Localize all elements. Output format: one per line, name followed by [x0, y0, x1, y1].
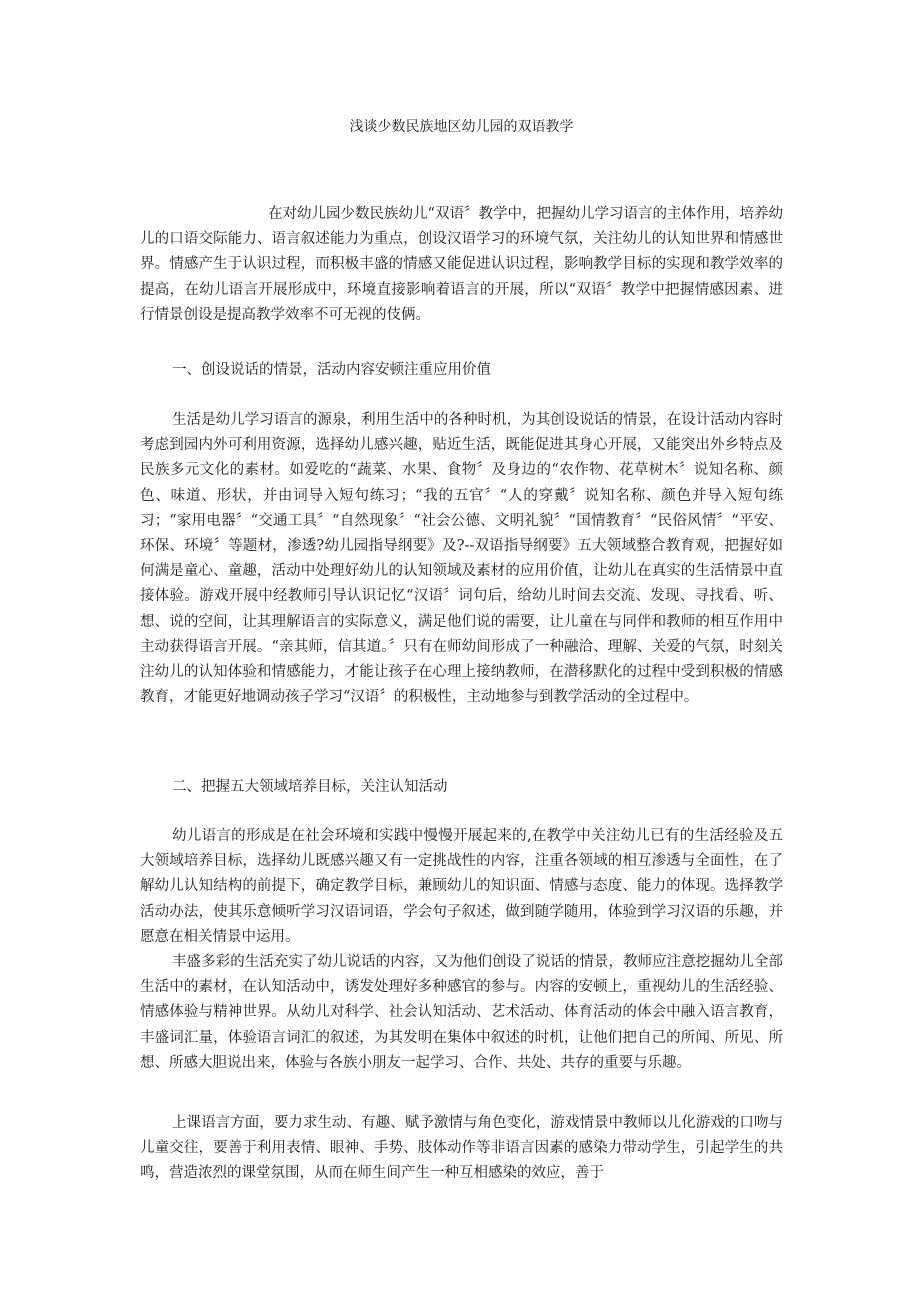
document-title: 浅谈少数民族地区幼儿园的双语教学	[349, 119, 574, 135]
section-2-paragraph-3: 上课语言方面，要力求生动、有趣、赋予激情与角色变化，游戏情景中教师以儿化游戏的口吻与儿童交往，要善于利用表情、眼神、手势、肢体动作等非语言因素的感染力带动学生，引起学生的共鸣，营造浓烈的课堂氛围，从而在师生间产生一种互相感染的效应，善于	[140, 1115, 783, 1182]
section-1-paragraph: 生活是幼儿学习语言的源泉，利用生活中的各种时机，为其创设说话的情景，在设计活动内容时考虑到园内外可利用资源，选择幼儿感兴趣，贴近生活，既能促进其身心开展，又能突出外乡特点及民族多元文化的素材。如爱吃的“蔬菜、水果、食物〞及身边的“农作物、花草树木〞说知名称、颜色、味道、形状，并由词导入短句练习；“我的五官〞“人的穿戴〞说知名称、颜色并导入短句练习；“家用电器〞“交通工具〞“自然现象〞“社会公德、文明礼貌〞“国情教育〞“民俗风情〞“平安、环保、环境〞等题材，渗透?幼儿园指导纲要》及?--双语指导纲要》五大领域整合教育观，把握好如何满是童心、童趣，活动中处理好幼儿的认知领域及素材的应用价值，让幼儿在真实的生活情景中直接体验。游戏开展中经教师引导认识记忆“汉语〞词句后，给幼儿时间去交流、发现、寻找看、听、想、说的空间，让其理解语言的实际意义，满足他们说的需要，让儿童在与同伴和教师的相互作用中主动获得语言开展。“亲其师，信其道。〞只有在师幼间形成了一种融洽、理解、关爱的气氛，时刻关注幼儿的认知体验和情感能力，才能让孩子在心理上接纳教师，在潜移默化的过程中受到积极的情感教育，才能更好地调动孩子学习“汉语〞的积极性，主动地参与到教学活动的全过程中。	[140, 412, 783, 706]
section-2-paragraph-1: 幼儿语言的形成是在社会环境和实践中慢慢开展起来的,在教学中关注幼儿已有的生活经验及五大领域培养目标，选择幼儿既感兴趣又有一定挑战性的内容，注重各领域的相互渗透与全面性，在了解幼儿认知结构的前提下，确定教学目标，兼顾幼儿的知识面、情感与态度、能力的体现。选择教学活动办法，使其乐意倾听学习汉语词语，学会句子叙述，做到随学随用，体验到学习汉语的乐趣，并愿意在相关情景中运用。	[140, 828, 783, 945]
section-2-heading: 二、把握五大领域培养目标，关注认知活动	[172, 779, 448, 795]
intro-paragraph: 在对幼儿园少数民族幼儿“双语〞教学中，把握幼儿学习语言的主体作用，培养幼儿的口语交际能力、语言叙述能力为重点，创设汉语学习的环境气氛，关注幼儿的认知世界和情感世界。情感产生于认识过程，而积极丰盛的情感又能促进认识过程，影响教学目标的实现和教学效率的提高，在幼儿语言开展形成中，环境直接影响着语言的开展，所以“双语〞教学中把握情感因素、进行情景创设是提高教学效率不可无视的伎俩。	[140, 206, 783, 323]
section-1-heading: 一、创设说话的情景，活动内容安顿注重应用价值	[172, 362, 491, 378]
section-2-paragraph-2: 丰盛多彩的生活充实了幼儿说话的内容，又为他们创设了说话的情景，教师应注意挖掘幼儿全部生活中的素材，在认知活动中，诱发处理好多种感官的参与。内容的安顿上，重视幼儿的生活经验、情感体验与精神世界。从幼儿对科学、社会认知活动、艺术活动、体育活动的体会中融入语言教育，丰盛词汇量，体验语言词汇的叙述，为其发明在集体中叙述的时机，让他们把自己的所闻、所见、所想、所感大胆说出来，体验与各族小朋友一起学习、合作、共处、共存的重要与乐趣。	[140, 954, 783, 1071]
